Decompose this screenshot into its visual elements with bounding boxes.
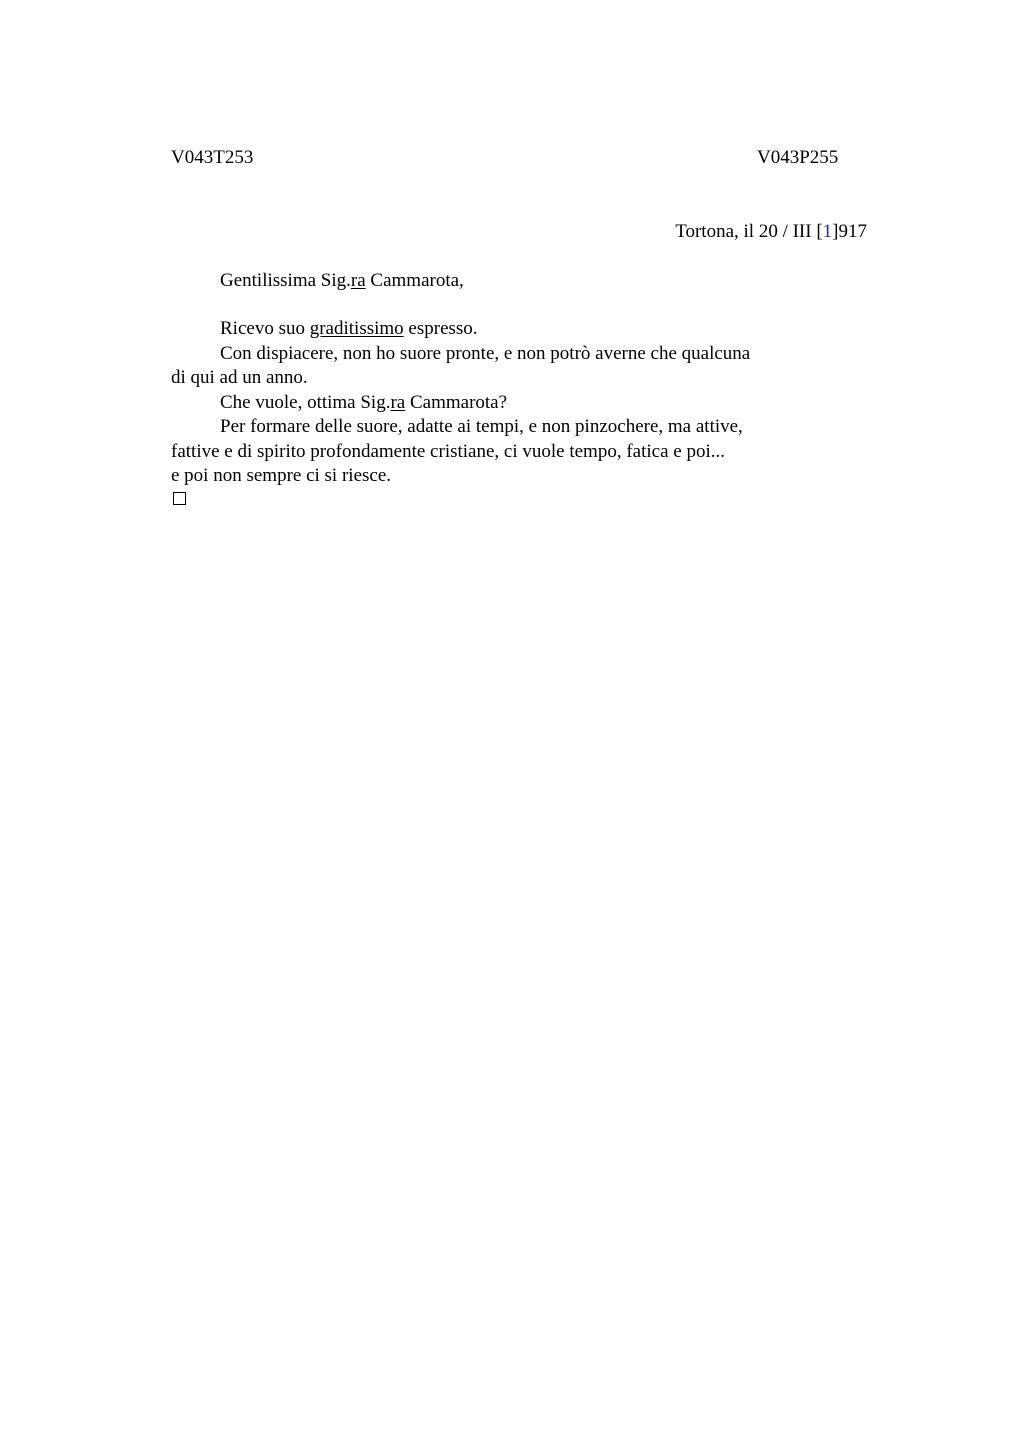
- dateline-suffix: ]917: [832, 221, 867, 242]
- document-code-right: V043P255: [757, 147, 839, 168]
- body-line-2: Con dispiacere, non ho suore pronte, e non potrò averne che qualcuna: [220, 342, 751, 364]
- body-line-4-after: Cammarota?: [405, 391, 508, 413]
- salutation-abbreviation: ra: [350, 270, 366, 291]
- body-line-1: [171, 317, 811, 342]
- body-line-6: fattive e di spirito profondamente cristiane, ci vuole tempo, fatica e poi...: [171, 440, 725, 462]
- body-line-1-before: Ricevo suo: [220, 318, 310, 339]
- dateline-prefix: Tortona, il 20 / III [: [675, 221, 823, 242]
- dateline-bracket-digit: 1: [822, 221, 833, 242]
- body-line-4-abbreviation: ra: [390, 391, 406, 413]
- body-line-7: e poi non sempre ci si riesce.: [171, 465, 392, 486]
- salutation: [220, 269, 464, 293]
- salutation-after: Cammarota,: [365, 270, 464, 291]
- body-line-1-underlined: graditissimo: [309, 318, 404, 339]
- body-line-4-before: Che vuole, ottima Sig.: [220, 391, 391, 413]
- letter-body: [171, 317, 811, 489]
- body-line-5: Per formare delle suore, adatte ai tempi, e non pinzochere, ma attive,: [220, 416, 743, 437]
- end-of-text-box-icon: [173, 492, 186, 505]
- body-line-4: [171, 391, 811, 416]
- body-line-3: di qui ad un anno.: [171, 367, 308, 388]
- document-code-left: V043T253: [171, 147, 254, 168]
- body-line-1-after: espresso.: [403, 318, 478, 339]
- salutation-before: Gentilissima Sig.: [220, 270, 351, 291]
- dateline: [675, 220, 867, 244]
